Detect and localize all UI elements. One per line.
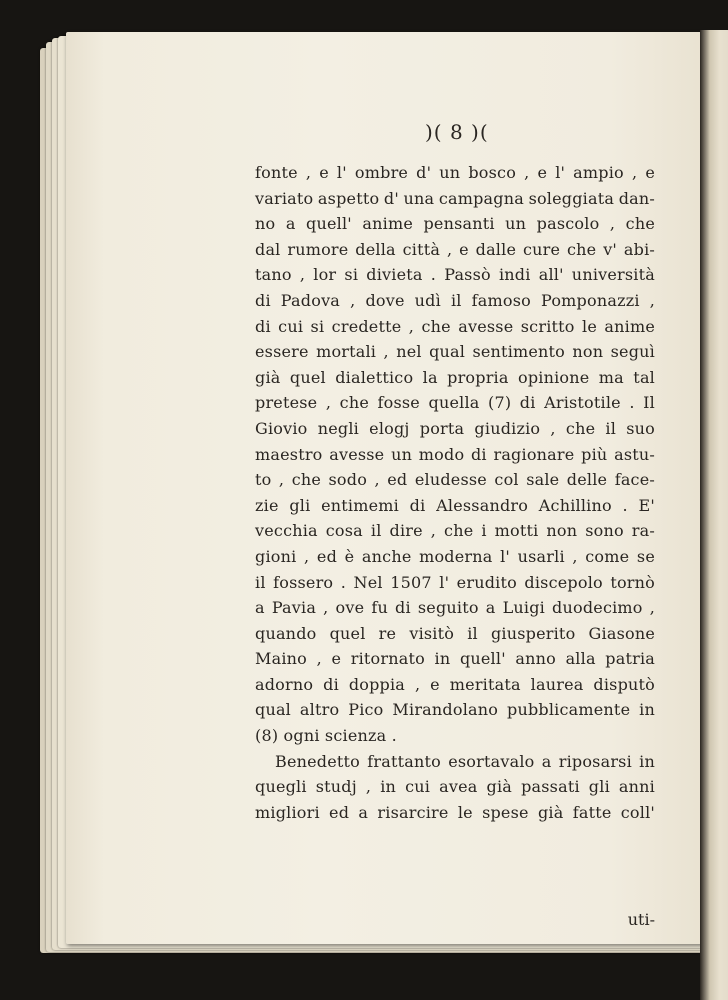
text-line: vecchia cosa il dire , che i motti non sono ra-: [255, 521, 655, 541]
text-line: dal rumore della città , e dalle cure che v' abi-: [255, 239, 655, 259]
text-line: no a quell' anime pensanti un pascolo , che: [255, 214, 655, 234]
text-line: tano , lor si divieta . Passò indi all' università: [255, 265, 655, 285]
text-line: (8) ogni scienza .: [255, 726, 397, 746]
text-line: to , che sodo , ed eludesse col sale delle face-: [255, 470, 655, 490]
body-text: [255, 160, 655, 825]
text-line: maestro avesse un modo di ragionare più astu-: [255, 444, 655, 464]
text-line: già quel dialettico la propria opinione ma tal: [255, 367, 655, 387]
text-line: zie gli entimemi di Alessandro Achillino . E': [255, 495, 655, 515]
text-line: fonte , e l' ombre d' un bosco , e l' ampio , e: [255, 163, 655, 182]
text-line: migliori ed a risarcire le spese già fatte coll': [255, 802, 655, 822]
text-line: quando quel re visitò il giusperito Giasone: [255, 623, 655, 643]
text-line: quegli studj , in cui avea già passati gli anni: [255, 777, 655, 797]
text-line: Maino , e ritornato in quell' anno alla patria: [255, 649, 655, 669]
text-line: pretese , che fosse quella (7) di Aristotile . Il: [255, 393, 655, 413]
text-line: Giovio negli elogj porta giudizio , che il suo: [255, 418, 655, 438]
text-line: gioni , ed è anche moderna l' usarli , come se: [255, 546, 655, 566]
facing-page-gutter: [700, 30, 728, 1000]
text-line: adorno di doppia , e meritata laurea disputò: [255, 674, 655, 694]
page-number-head: )( 8 )(: [425, 120, 489, 144]
text-line: qual altro Pico Mirandolano pubblicamente in: [255, 700, 655, 720]
text-line: il fossero . Nel 1507 l' erudito discepolo tornò: [255, 572, 655, 592]
text-line: variato aspetto d' una campagna soleggiata dan-: [255, 188, 655, 208]
text-line: a Pavia , ove fu di seguito a Luigi duodecimo ,: [255, 598, 655, 618]
catchword: uti-: [627, 910, 655, 929]
text-line: Benedetto frattanto esortavalo a riposarsi in: [275, 751, 655, 771]
text-line: di cui si credette , che avesse scritto le anime: [255, 316, 655, 336]
text-line: essere mortali , nel qual sentimento non seguì: [255, 342, 655, 362]
text-line: di Padova , dove udì il famoso Pomponazzi ,: [255, 290, 655, 310]
